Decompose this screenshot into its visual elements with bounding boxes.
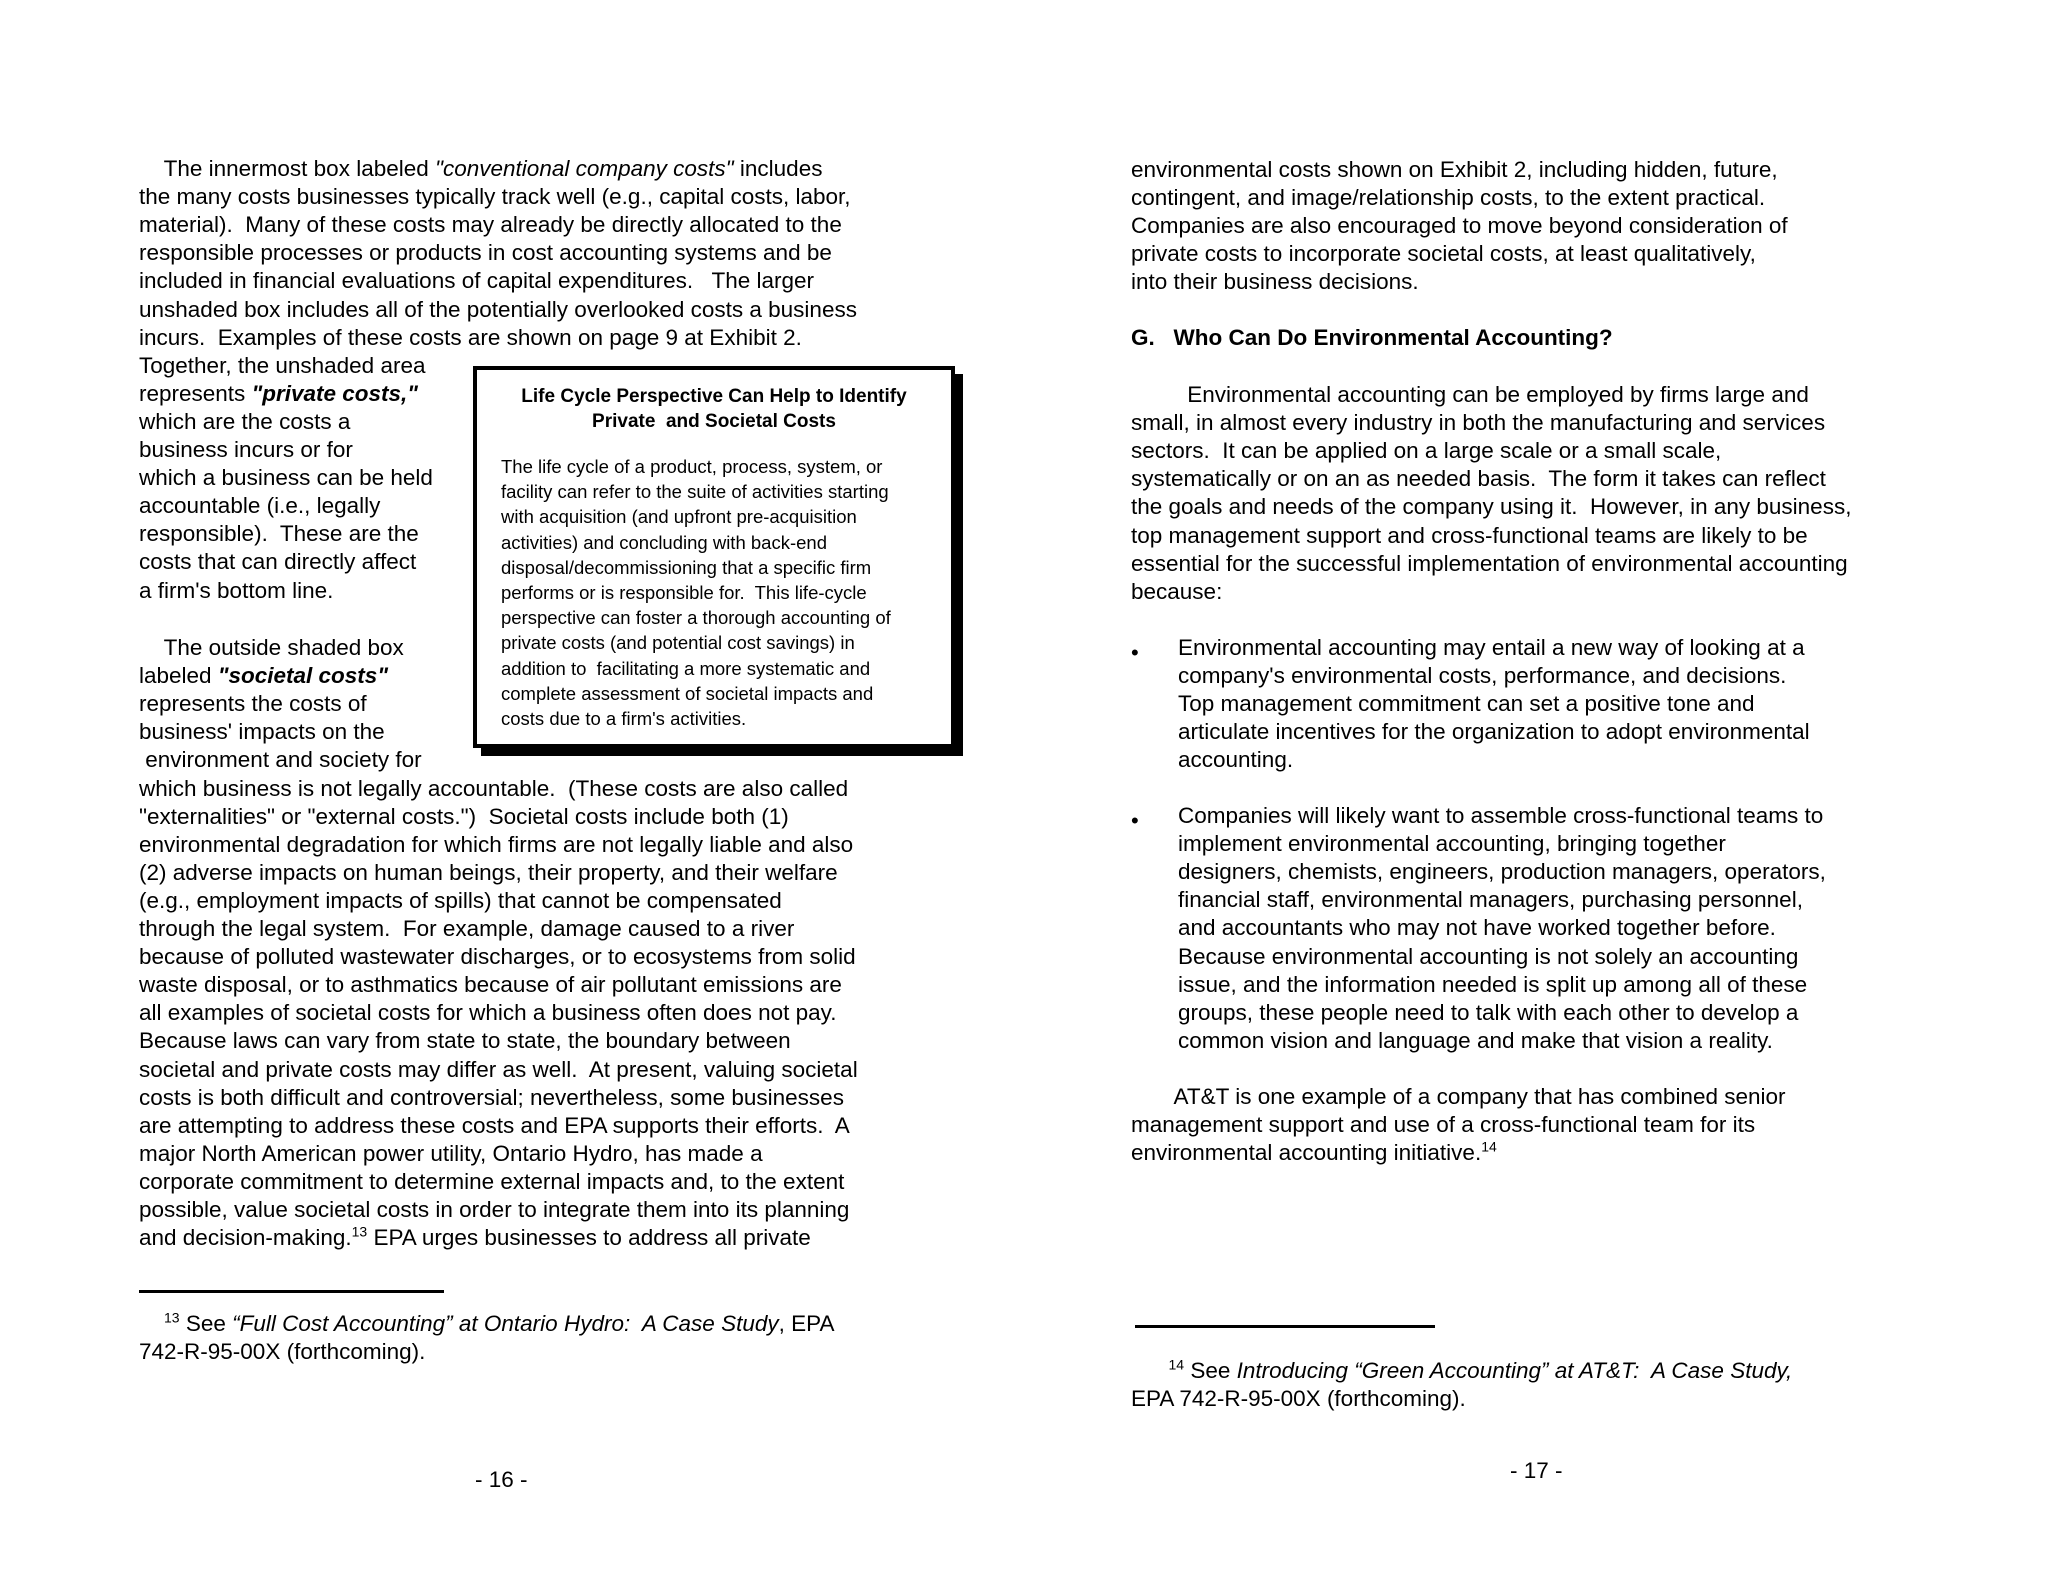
text-run: Together, the unshaded area bbox=[139, 352, 426, 378]
text-run: EPA urges businesses to address all private bbox=[367, 1225, 811, 1251]
text-line bbox=[139, 352, 425, 380]
sidebar-body-line: disposal/decommissioning that a specific firm bbox=[501, 556, 872, 578]
text-run: unshaded box includes all of the potentially overlooked costs a business bbox=[139, 296, 857, 322]
text-run: represents bbox=[139, 380, 252, 406]
text-run: management support and use of a cross-functional team for its bbox=[1131, 1112, 1756, 1138]
sidebar-title-line: Private and Societal Costs bbox=[592, 411, 836, 432]
text-line bbox=[139, 803, 789, 831]
text-run: private costs to incorporate societal costs, at least qualitatively, bbox=[1131, 241, 1756, 267]
text-run: Companies will likely want to assemble cross-functional teams to bbox=[1178, 803, 1824, 828]
sidebar-body-line: private costs (and potential cost savings) in bbox=[501, 632, 855, 654]
text-run: all examples of societal costs for which a business often does not pay. bbox=[139, 1000, 837, 1026]
text-line bbox=[139, 296, 857, 324]
text-line bbox=[1131, 212, 1788, 240]
text-run: environment and society for bbox=[139, 747, 422, 773]
text-line bbox=[1178, 746, 1293, 774]
text-line bbox=[139, 690, 367, 718]
bullet-dot: • bbox=[1131, 808, 1139, 833]
text-line bbox=[139, 718, 385, 746]
text-run: a firm's bottom line. bbox=[139, 577, 334, 603]
text-run: accounting. bbox=[1178, 747, 1294, 773]
text-line bbox=[1131, 493, 1851, 521]
text-line bbox=[1178, 662, 1786, 690]
text-line bbox=[139, 634, 404, 662]
sidebar-body-line: activities) and concluding with back-end bbox=[501, 531, 827, 553]
text-line bbox=[139, 211, 842, 239]
text-run: Because laws can vary from state to state, the boundary between bbox=[139, 1028, 791, 1054]
text-line bbox=[139, 971, 842, 999]
text-run: costs that can directly affect bbox=[139, 549, 417, 575]
text-run: into their business decisions. bbox=[1131, 269, 1419, 295]
text-line bbox=[139, 577, 333, 605]
text-run: possible, value societal costs in order to integrate them into its planning bbox=[139, 1197, 850, 1222]
text-run: Environmental accounting can be employed by firms large and bbox=[1131, 382, 1809, 407]
text-line bbox=[139, 915, 794, 943]
italic-run: “Full Cost Accounting” at Ontario Hydro: A Case Study bbox=[232, 1311, 779, 1336]
text-run: which business is not legally accountable. (These costs are also called bbox=[139, 775, 849, 801]
text-line bbox=[1178, 634, 1805, 662]
italic-run: "conventional company costs" bbox=[435, 156, 734, 181]
text-line bbox=[139, 1196, 849, 1224]
sidebar-body-line: addition to facilitating a more systematic and bbox=[501, 657, 871, 679]
text-run: business incurs or for bbox=[139, 437, 353, 462]
text-run: are attempting to address these costs and EPA supports their efforts. A bbox=[139, 1112, 850, 1138]
footnote-superscript: 14 bbox=[1168, 1356, 1185, 1373]
sidebar-body-line: costs due to a firm's activities. bbox=[501, 708, 747, 729]
text-run: See bbox=[1184, 1358, 1237, 1383]
text-run: environmental degradation for which firms are not legally liable and also bbox=[139, 831, 854, 857]
text-line bbox=[1131, 437, 1721, 465]
text-line bbox=[1178, 858, 1826, 886]
text-run: incurs. Examples of these costs are shown on page 9 at Exhibit 2. bbox=[139, 324, 802, 350]
text-run: See bbox=[179, 1311, 233, 1336]
text-line bbox=[1131, 1083, 1786, 1111]
text-run: Because environmental accounting is not solely an accounting bbox=[1178, 943, 1799, 969]
text-run: the goals and needs of the company using it. However, in any business, bbox=[1131, 494, 1852, 520]
footnote-superscript: 13 bbox=[351, 1223, 368, 1240]
text-line bbox=[139, 1027, 791, 1055]
text-line bbox=[1178, 718, 1810, 746]
text-line bbox=[1131, 268, 1419, 296]
text-run: responsible). These are the bbox=[139, 521, 419, 547]
text-line bbox=[139, 548, 416, 576]
text-line bbox=[139, 1168, 844, 1196]
text-line bbox=[1178, 943, 1798, 971]
text-run: AT&T is one example of a company that has combined senior bbox=[1131, 1084, 1786, 1109]
text-line bbox=[1178, 886, 1803, 914]
text-run: corporate commitment to determine external impacts and, to the extent bbox=[139, 1168, 845, 1194]
text-run: contingent, and image/relationship costs, to the extent practical. bbox=[1131, 185, 1766, 211]
text-line bbox=[1178, 999, 1798, 1027]
text-run: (e.g., employment impacts of spills) that cannot be compensated bbox=[139, 887, 782, 913]
text-line bbox=[139, 1056, 858, 1084]
text-run: Top management commitment can set a positive tone and bbox=[1178, 691, 1755, 717]
bold-italic-run: "societal costs" bbox=[217, 663, 388, 689]
text-run: sectors. It can be applied on a large scale or a small scale, bbox=[1131, 438, 1722, 464]
text-line bbox=[1131, 156, 1778, 184]
text-line bbox=[1131, 550, 1848, 578]
text-line bbox=[1178, 914, 1776, 942]
text-run: responsible processes or products in cost accounting systems and be bbox=[139, 240, 832, 266]
text-run: company's environmental costs, performance, and decisions. bbox=[1178, 663, 1787, 689]
text-line bbox=[139, 1310, 834, 1338]
text-line bbox=[1131, 1357, 1792, 1385]
text-line bbox=[139, 1338, 425, 1366]
text-line bbox=[139, 1224, 811, 1252]
bold-italic-run: "private costs," bbox=[251, 380, 418, 406]
text-run: essential for the successful implementation of environmental accounting bbox=[1131, 550, 1848, 576]
text-run: and decision-making. bbox=[139, 1225, 352, 1251]
text-run: which a business can be held bbox=[139, 465, 433, 491]
text-line bbox=[139, 408, 350, 436]
text-line bbox=[139, 1112, 850, 1140]
text-line bbox=[139, 520, 419, 548]
text-line bbox=[1131, 1139, 1497, 1167]
text-run: because: bbox=[1131, 578, 1223, 604]
section-heading-g: G. Who Can Do Environmental Accounting? bbox=[1131, 325, 1613, 350]
text-line bbox=[1131, 240, 1756, 268]
text-run: small, in almost every industry in both the manufacturing and services bbox=[1131, 410, 1826, 436]
text-line bbox=[1178, 690, 1755, 718]
text-run: because of polluted wastewater discharges, or to ecosystems from solid bbox=[139, 944, 856, 970]
page-number-16: - 16 - bbox=[475, 1467, 528, 1492]
sidebar-body-line: facility can refer to the suite of activities starting bbox=[501, 481, 889, 503]
sidebar-body-line: with acquisition (and upfront pre-acquisition bbox=[501, 506, 857, 528]
text-run: common vision and language and make that vision a reality. bbox=[1178, 1027, 1773, 1053]
footnote-superscript: 13 bbox=[164, 1309, 180, 1326]
text-run: The outside shaded box bbox=[139, 635, 404, 660]
text-run: accountable (i.e., legally bbox=[139, 493, 381, 519]
text-run: The innermost box labeled bbox=[139, 156, 436, 181]
text-run: which are the costs a bbox=[139, 408, 351, 434]
text-run: , EPA bbox=[778, 1311, 835, 1336]
lifecycle-sidebar-box bbox=[473, 366, 955, 748]
text-run: material). Many of these costs may already be directly allocated to the bbox=[139, 212, 842, 238]
text-line bbox=[139, 267, 814, 295]
text-line bbox=[139, 380, 418, 408]
text-run bbox=[139, 1311, 164, 1336]
text-line bbox=[1131, 465, 1826, 493]
text-line bbox=[1178, 830, 1726, 858]
text-line bbox=[1131, 381, 1809, 409]
text-run: environmental accounting initiative. bbox=[1131, 1140, 1482, 1166]
text-line bbox=[139, 492, 380, 520]
text-line bbox=[139, 999, 836, 1027]
text-run: groups, these people need to talk with each other to develop a bbox=[1178, 999, 1799, 1025]
text-line bbox=[139, 324, 802, 352]
text-run: included in financial evaluations of capital expenditures. The larger bbox=[139, 268, 814, 294]
text-run: Environmental accounting may entail a new way of looking at a bbox=[1178, 635, 1805, 660]
text-run: business' impacts on the bbox=[139, 719, 385, 745]
text-line bbox=[1131, 522, 1808, 550]
text-run: the many costs businesses typically track well (e.g., capital costs, labor, bbox=[139, 184, 851, 210]
footnote-superscript: 14 bbox=[1481, 1138, 1497, 1155]
text-line bbox=[139, 746, 422, 774]
text-line bbox=[1131, 1111, 1755, 1139]
text-run: top management support and cross-functional teams are likely to be bbox=[1131, 522, 1808, 548]
text-run: Companies are also encouraged to move beyond consideration of bbox=[1131, 213, 1788, 239]
text-line bbox=[139, 183, 851, 211]
text-run: societal and private costs may differ as well. At present, valuing societal bbox=[139, 1056, 858, 1082]
text-line bbox=[1131, 1385, 1466, 1413]
text-line bbox=[139, 662, 388, 690]
text-line bbox=[139, 775, 848, 803]
footnote-divider bbox=[1135, 1325, 1435, 1328]
text-run: represents the costs of bbox=[139, 691, 367, 717]
text-run: costs is both difficult and controversial; nevertheless, some businesses bbox=[139, 1084, 844, 1110]
text-line bbox=[1131, 578, 1222, 606]
sidebar-body-line: complete assessment of societal impacts and bbox=[501, 682, 874, 704]
text-run: systematically or on an as needed basis. The form it takes can reflect bbox=[1131, 466, 1826, 492]
text-line bbox=[1131, 409, 1825, 437]
text-run: labeled bbox=[139, 663, 218, 689]
text-line bbox=[1131, 184, 1765, 212]
sidebar-body-line: The life cycle of a product, process, system, or bbox=[501, 456, 883, 477]
text-line bbox=[139, 859, 838, 887]
text-run: waste disposal, or to asthmatics because of air pollutant emissions are bbox=[139, 972, 842, 998]
text-line bbox=[139, 239, 832, 267]
page-number-17: - 17 - bbox=[1510, 1458, 1563, 1483]
sidebar-body-line: perspective can foster a thorough accounting of bbox=[501, 607, 891, 629]
text-run: implement environmental accounting, bringing together bbox=[1178, 831, 1726, 857]
footnote-divider bbox=[139, 1290, 444, 1293]
text-line bbox=[139, 887, 782, 915]
text-line bbox=[139, 1084, 844, 1112]
text-run: includes bbox=[733, 156, 823, 181]
text-line bbox=[139, 943, 856, 971]
text-line bbox=[139, 155, 822, 183]
text-run: (2) adverse impacts on human beings, their property, and their welfare bbox=[139, 859, 838, 885]
text-line bbox=[1178, 971, 1807, 999]
text-line bbox=[139, 831, 853, 859]
text-run: and accountants who may not have worked together before. bbox=[1178, 915, 1776, 941]
sidebar-title-line: Life Cycle Perspective Can Help to Identify bbox=[521, 386, 907, 407]
text-run bbox=[1131, 1358, 1169, 1383]
text-run: EPA 742-R-95-00X (forthcoming). bbox=[1131, 1386, 1466, 1412]
text-line bbox=[1178, 1027, 1773, 1055]
text-run: major North American power utility, Ontario Hydro, has made a bbox=[139, 1140, 763, 1166]
text-line bbox=[139, 436, 353, 464]
italic-run: Introducing “Green Accounting” at AT&T: A Case Study, bbox=[1236, 1358, 1793, 1383]
text-line bbox=[1178, 802, 1823, 830]
text-line bbox=[139, 464, 433, 492]
text-run: 742-R-95-00X (forthcoming). bbox=[139, 1339, 426, 1365]
text-run: environmental costs shown on Exhibit 2, including hidden, future, bbox=[1131, 157, 1778, 182]
text-run: through the legal system. For example, damage caused to a river bbox=[139, 916, 795, 941]
text-run: issue, and the information needed is split up among all of these bbox=[1178, 971, 1808, 997]
text-run: articulate incentives for the organization to adopt environmental bbox=[1178, 719, 1810, 745]
text-run: "externalities" or "external costs.") Societal costs include both (1) bbox=[139, 803, 789, 829]
text-run: financial staff, environmental managers, purchasing personnel, bbox=[1178, 887, 1803, 913]
bullet-dot: • bbox=[1131, 640, 1139, 665]
text-run: designers, chemists, engineers, production managers, operators, bbox=[1178, 859, 1826, 885]
sidebar-body-line: performs or is responsible for. This life-cycle bbox=[501, 582, 867, 603]
text-line bbox=[139, 1140, 763, 1168]
